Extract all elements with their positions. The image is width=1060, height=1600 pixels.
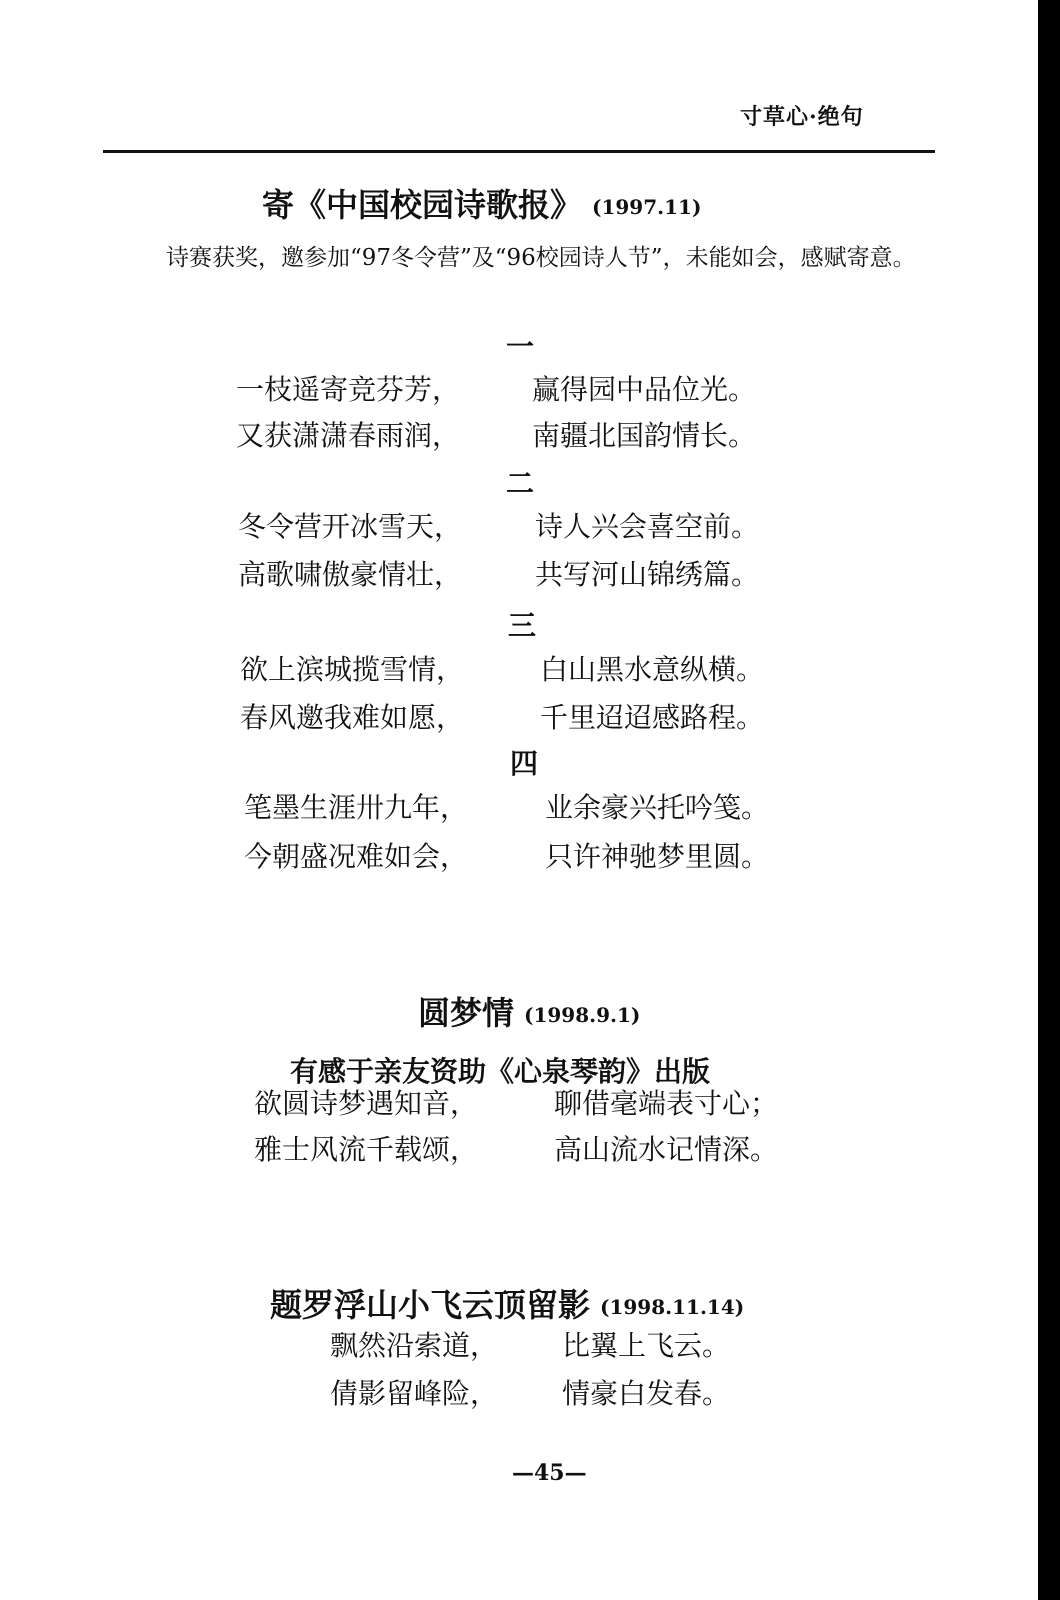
poem1-title-text: 寄《中国校园诗歌报》: [262, 186, 583, 224]
verse-line: 高山流水记情深。: [554, 1133, 779, 1166]
poem1-preface: 诗赛获奖，邀参加“97冬令营”及“96校园诗人节”，未能如会，感赋寄意。: [166, 245, 916, 271]
poem2-date: (1998.9.1): [524, 1003, 641, 1027]
poem2-title-text: 圆梦情: [418, 994, 515, 1032]
verse-line: 高歌啸傲豪情壮，: [238, 558, 463, 591]
header-rule: [103, 150, 935, 153]
verse-line: 共写河山锦绣篇。: [535, 558, 760, 591]
section-numeral: 三: [508, 609, 537, 642]
poem1-date: (1997.11): [592, 195, 702, 219]
verse-line: 又获潇潇春雨润，: [236, 419, 461, 452]
poem2-title: [418, 988, 640, 1034]
section-numeral: 二: [506, 467, 535, 500]
verse-line: 雅士风流千载颂，: [254, 1133, 479, 1166]
verse-line: 倩影留峰险，: [330, 1377, 499, 1410]
verse-line: 欲上滨城揽雪情，: [240, 653, 465, 686]
section-numeral: 一: [506, 330, 535, 363]
verse-line: 只许神驰梦里圆。: [545, 840, 770, 873]
poem1-title: [262, 180, 701, 226]
verse-line: 欲圆诗梦遇知音，: [254, 1087, 479, 1120]
page-number: —45—: [512, 1460, 587, 1486]
verse-line: 飘然沿索道，: [330, 1329, 499, 1362]
verse-line: 比翼上飞云。: [562, 1329, 731, 1362]
scan-edge: [1038, 0, 1060, 1600]
verse-line: 南疆北国韵情长。: [532, 419, 757, 452]
verse-line: 一枝遥寄竞芬芳，: [236, 373, 461, 406]
poem3-title: [270, 1280, 744, 1326]
verse-line: 业余豪兴托吟笺。: [545, 791, 770, 824]
verse-line: 千里迢迢感路程。: [540, 701, 765, 734]
poem2-subtitle: 有感于亲友资助《心泉琴韵》出版: [290, 1055, 711, 1088]
running-head: 寸草心·绝句: [740, 104, 864, 130]
verse-line: 冬令营开冰雪天，: [238, 510, 463, 543]
poem3-date: (1998.11.14): [600, 1295, 745, 1319]
verse-line: 聊借毫端表寸心；: [554, 1087, 779, 1120]
verse-line: 白山黑水意纵横。: [540, 653, 765, 686]
verse-line: 春风邀我难如愿，: [240, 701, 465, 734]
verse-line: 赢得园中品位光。: [532, 373, 757, 406]
verse-line: 笔墨生涯卅九年，: [244, 791, 469, 824]
poem3-title-text: 题罗浮山小飞云顶留影: [270, 1286, 591, 1324]
verse-line: 今朝盛况难如会，: [244, 840, 469, 873]
verse-line: 诗人兴会喜空前。: [535, 510, 760, 543]
section-numeral: 四: [510, 747, 539, 780]
verse-line: 情豪白发春。: [562, 1377, 731, 1410]
